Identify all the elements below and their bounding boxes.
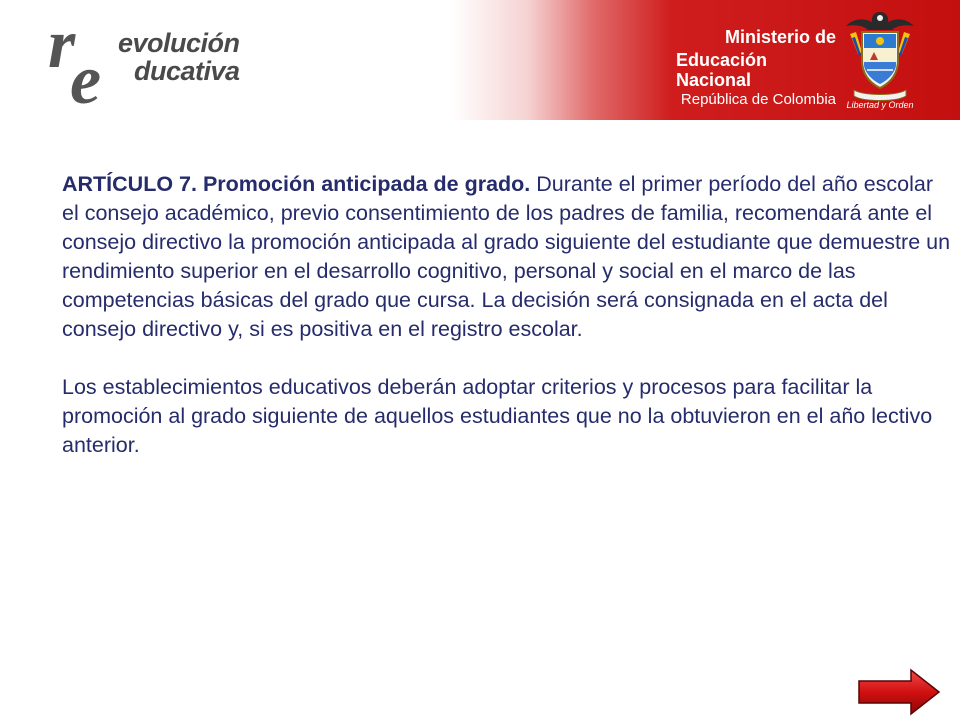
ministry-line-3: República de Colombia <box>680 91 836 109</box>
article-content <box>62 170 952 460</box>
header-banner <box>0 0 960 120</box>
ministry-line-1: Ministerio de <box>724 27 836 47</box>
logo-word-revolucion: evolución <box>118 28 240 58</box>
crest-motto: Libertad y Orden <box>846 100 914 110</box>
logo-word-educativa: ducativa <box>134 56 240 86</box>
revolucion-educativa-logo <box>48 6 248 119</box>
article-paragraph-1-body: Durante el primer período del año escolar el consejo académico, previo consentimiento de los padres de familia, recomendará ante el consejo directivo la promoción anticipada al grado siguiente del estudiante que demuestre un rendimiento superior en el desarrollo cognitivo, personal y social en el marco de las competencias básicas del grado que cursa. La decisión será consignada en el acta del consejo directivo y, si es positiva en el registro escolar. <box>62 172 951 341</box>
arrow-right-icon[interactable] <box>857 668 941 716</box>
ministry-title <box>676 28 836 109</box>
article-heading: ARTÍCULO 7. Promoción anticipada de grado. <box>62 172 531 196</box>
logo-letter-e: e <box>70 42 102 119</box>
article-paragraph-1 <box>62 170 952 344</box>
logo-letter-r: r <box>48 6 76 83</box>
article-paragraph-2: Los establecimientos educativos deberán adoptar criterios y procesos para facilitar la promoción al grado siguiente de aquellos estudiantes que no la obtuvieron en el año lectivo anterior. <box>62 375 933 457</box>
ministry-line-2: Educación Nacional <box>676 49 768 90</box>
colombia-coat-of-arms-icon <box>840 8 920 104</box>
